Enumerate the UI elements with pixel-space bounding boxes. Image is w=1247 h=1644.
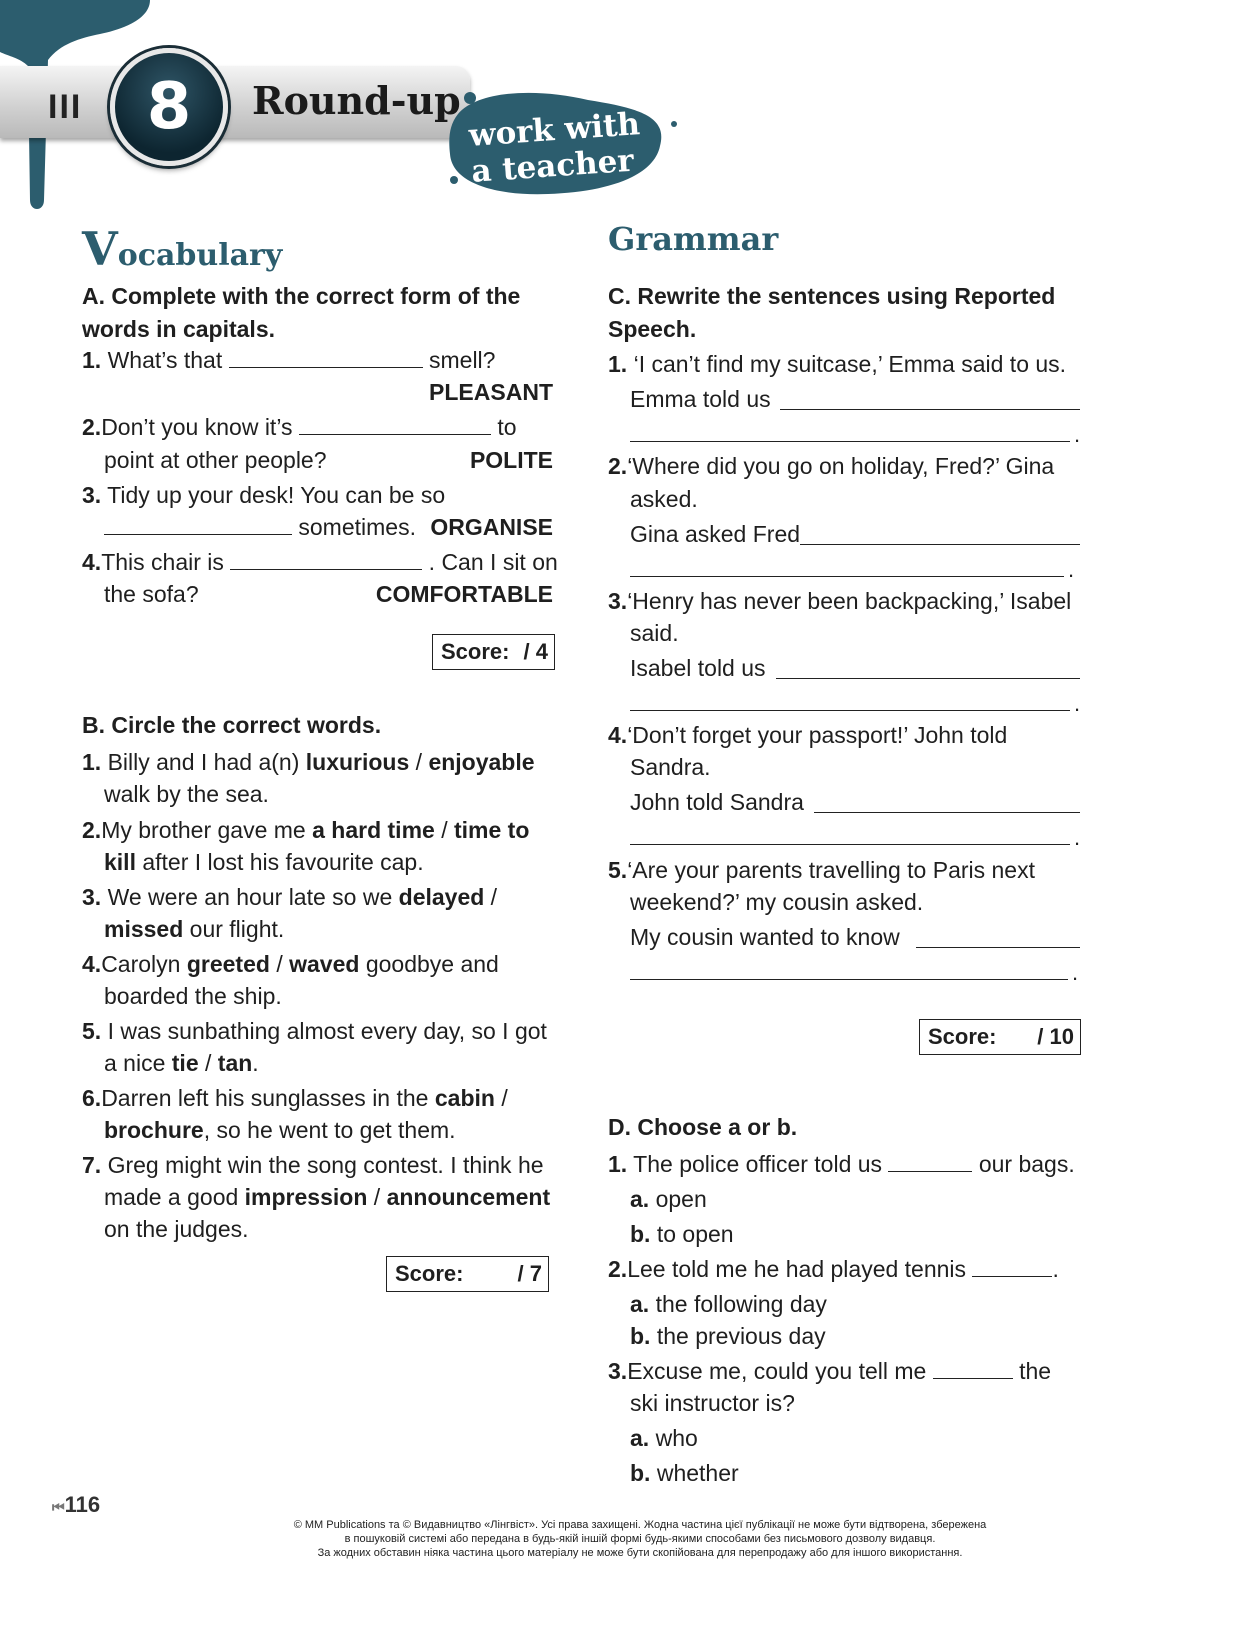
item-continuation: weekend?’ my cousin asked. bbox=[630, 889, 924, 915]
option-word[interactable]: luxurious bbox=[305, 749, 410, 775]
option-text: the previous day bbox=[656, 1323, 826, 1349]
bars-icon: III bbox=[48, 88, 83, 126]
rewrite-prompt: Isabel told us bbox=[630, 655, 766, 681]
exercise-b-item-5 bbox=[82, 1015, 547, 1048]
answer-line[interactable] bbox=[916, 947, 1080, 948]
option-label: a. bbox=[630, 1186, 650, 1212]
item-text: sometimes. bbox=[298, 514, 416, 540]
option-label: b. bbox=[630, 1221, 651, 1247]
capital-word: PLEASANT bbox=[429, 379, 553, 405]
item-continuation: asked. bbox=[630, 486, 698, 512]
item-continuation bbox=[104, 1114, 456, 1147]
item-number: 3. bbox=[608, 588, 628, 614]
item-number: 4. bbox=[608, 722, 628, 748]
item-continuation: point at other people? bbox=[104, 447, 327, 473]
item-number: 2. bbox=[608, 453, 628, 479]
score-value: / 10 bbox=[1037, 1024, 1074, 1049]
option-word[interactable]: time to bbox=[454, 817, 530, 843]
item-number: 2. bbox=[82, 414, 102, 440]
rewrite-prompt: Gina asked Fred bbox=[630, 521, 801, 547]
item-text: Billy and I had a(n) bbox=[107, 749, 306, 775]
item-text: This chair is bbox=[101, 549, 224, 575]
answer-blank[interactable] bbox=[230, 568, 422, 570]
option-word[interactable]: brochure bbox=[104, 1117, 204, 1143]
separator: / bbox=[494, 1085, 508, 1111]
option-word[interactable]: impression bbox=[244, 1184, 368, 1210]
exercise-d-item-2 bbox=[608, 1253, 1059, 1286]
item-continuation: said. bbox=[630, 620, 679, 646]
item-continuation: ski instructor is? bbox=[630, 1390, 795, 1416]
vocabulary-initial: V bbox=[82, 222, 118, 276]
option-word[interactable]: kill bbox=[104, 849, 136, 875]
item-text: Greg might win the song contest. I think he bbox=[107, 1152, 544, 1178]
answer-line[interactable] bbox=[630, 844, 1070, 845]
item-continuation: boarded the ship. bbox=[104, 983, 282, 1009]
item-text: our bags. bbox=[978, 1151, 1075, 1177]
full-stop: . bbox=[1074, 422, 1081, 447]
option-b[interactable] bbox=[630, 1457, 739, 1490]
score-box-a[interactable] bbox=[432, 634, 555, 670]
exercise-c-item-2 bbox=[608, 450, 1054, 483]
item-continuation bbox=[104, 1047, 259, 1080]
item-continuation: on the judges. bbox=[104, 1216, 249, 1242]
heading-line: A. Complete with the correct form of the bbox=[82, 283, 521, 309]
item-text: Darren left his sunglasses in the bbox=[101, 1085, 435, 1111]
item-number: 1. bbox=[608, 351, 628, 377]
item-text: . bbox=[1052, 1256, 1059, 1282]
answer-blank[interactable] bbox=[299, 433, 491, 435]
item-number: 1. bbox=[82, 347, 102, 373]
exercise-d-item-1 bbox=[608, 1148, 1075, 1181]
badge-line-2: a teacher bbox=[470, 142, 635, 190]
exercise-c-item-1 bbox=[608, 348, 1066, 381]
item-number: 6. bbox=[82, 1085, 102, 1111]
score-box-b[interactable] bbox=[386, 1256, 549, 1292]
exercise-b-item-7 bbox=[82, 1149, 544, 1182]
exercise-a-item-2 bbox=[82, 411, 517, 444]
full-stop: . bbox=[1074, 691, 1081, 716]
score-label: Score: bbox=[928, 1024, 997, 1049]
copyright-line: © MM Publications та © Видавництво «Лінгвіст». Усі права захищені. Жодна частина цієї публікації не може бути відтворена, збережена bbox=[293, 1519, 987, 1531]
score-box-c[interactable] bbox=[919, 1019, 1081, 1055]
option-text: open bbox=[655, 1186, 707, 1212]
item-continuation: Sandra. bbox=[630, 754, 711, 780]
item-continuation: the sofa? bbox=[104, 581, 199, 607]
option-text: to open bbox=[656, 1221, 734, 1247]
item-continuation bbox=[104, 511, 416, 544]
answer-blank[interactable] bbox=[229, 366, 423, 368]
option-text: who bbox=[655, 1425, 698, 1451]
answer-blank[interactable] bbox=[933, 1377, 1013, 1379]
score-value: / 7 bbox=[517, 1261, 542, 1286]
item-text: , so he went to get them. bbox=[203, 1117, 456, 1143]
exercise-a-item-3 bbox=[82, 479, 445, 512]
full-stop: . bbox=[1074, 825, 1081, 850]
exercise-b-item-2 bbox=[82, 814, 529, 847]
item-text: Lee told me he had played tennis bbox=[627, 1256, 967, 1282]
option-b[interactable] bbox=[630, 1320, 826, 1353]
item-number: 7. bbox=[82, 1152, 102, 1178]
item-text: . Can I sit on bbox=[428, 549, 558, 575]
item-text: Excuse me, could you tell me bbox=[627, 1358, 927, 1384]
option-word[interactable]: enjoyable bbox=[428, 749, 535, 775]
separator: / bbox=[367, 1184, 387, 1210]
item-text: Tidy up your desk! You can be so bbox=[107, 482, 446, 508]
answer-blank[interactable] bbox=[104, 533, 292, 535]
answer-line[interactable] bbox=[630, 576, 1064, 577]
teacher-badge-text bbox=[468, 106, 644, 190]
answer-line[interactable] bbox=[814, 812, 1080, 813]
option-label: b. bbox=[630, 1460, 651, 1486]
item-text: after I lost his favourite cap. bbox=[135, 849, 424, 875]
item-continuation: walk by the sea. bbox=[104, 781, 269, 807]
item-text: to bbox=[497, 414, 517, 440]
item-number: 4. bbox=[82, 951, 102, 977]
option-word[interactable]: waved bbox=[289, 951, 360, 977]
option-word[interactable]: tie bbox=[171, 1050, 199, 1076]
full-stop: . bbox=[1068, 557, 1075, 582]
separator: / bbox=[434, 817, 454, 843]
item-continuation bbox=[104, 1181, 550, 1214]
exercise-b-heading: B. Circle the correct words. bbox=[82, 712, 382, 738]
heading-line: C. Rewrite the sentences using Reported bbox=[608, 283, 1056, 309]
option-word[interactable]: tan bbox=[217, 1050, 253, 1076]
unit-number: 8 bbox=[110, 48, 228, 166]
item-number: 3. bbox=[608, 1358, 628, 1384]
separator: / bbox=[198, 1050, 218, 1076]
option-label: a. bbox=[630, 1425, 650, 1451]
answer-blank[interactable] bbox=[972, 1275, 1052, 1277]
option-word[interactable]: cabin bbox=[434, 1085, 495, 1111]
item-text: Don’t you know it’s bbox=[101, 414, 293, 440]
separator: / bbox=[484, 884, 498, 910]
item-continuation bbox=[104, 913, 284, 946]
exercise-d-heading: D. Choose a or b. bbox=[608, 1114, 798, 1140]
vocabulary-rest: ocabulary bbox=[117, 238, 283, 273]
item-text: Carolyn bbox=[101, 951, 187, 977]
exercise-c-item-4 bbox=[608, 719, 1007, 752]
exercise-c-item-5 bbox=[608, 854, 1035, 887]
copyright-line: в пошуковій системі або передана в будь-якій іншій формі будь-якими способами без письмового дозволу видавця. bbox=[344, 1533, 936, 1545]
option-label: b. bbox=[630, 1323, 651, 1349]
item-text: We were an hour late so we bbox=[107, 884, 399, 910]
exercise-b-item-3 bbox=[82, 881, 497, 914]
item-text: What’s that bbox=[107, 347, 223, 373]
item-text: smell? bbox=[429, 347, 496, 373]
badge-line-1: work with bbox=[467, 106, 642, 154]
exercise-b-item-1 bbox=[82, 746, 535, 779]
item-text: our flight. bbox=[183, 916, 285, 942]
item-number: 3. bbox=[82, 884, 102, 910]
option-word[interactable]: greeted bbox=[186, 951, 270, 977]
exercise-b-item-4 bbox=[82, 948, 499, 981]
page-number-text: 116 bbox=[64, 1492, 101, 1517]
exercise-c-heading bbox=[608, 280, 1055, 346]
option-text: whether bbox=[656, 1460, 739, 1486]
exercise-a-heading bbox=[82, 280, 520, 346]
option-text: the following day bbox=[655, 1291, 827, 1317]
page-number bbox=[52, 1492, 100, 1518]
separator: / bbox=[409, 749, 429, 775]
option-word[interactable]: missed bbox=[104, 916, 184, 942]
full-stop: . bbox=[1072, 960, 1079, 985]
rewrite-prompt: John told Sandra bbox=[630, 789, 804, 815]
copyright-line: За жодних обставин ніяка частина цього матеріалу не може бути скопійована для перепродажу або для іншого використання. bbox=[317, 1547, 963, 1559]
item-number: 2. bbox=[608, 1256, 628, 1282]
page-title: Round-up bbox=[252, 78, 461, 123]
answer-line[interactable] bbox=[630, 710, 1070, 711]
option-a[interactable] bbox=[630, 1183, 707, 1216]
vocabulary-title bbox=[82, 222, 282, 276]
option-a[interactable] bbox=[630, 1422, 698, 1455]
item-text: ‘Henry has never been backpacking,’ Isabel bbox=[627, 588, 1072, 614]
copyright-notice bbox=[160, 1518, 1120, 1560]
rewrite-prompt: Emma told us bbox=[630, 386, 771, 412]
score-label: Score: bbox=[395, 1261, 464, 1286]
item-number: 1. bbox=[608, 1151, 628, 1177]
score-label: Score: bbox=[441, 639, 510, 664]
item-text: ‘Where did you go on holiday, Fred?’ Gina bbox=[627, 453, 1055, 479]
rewrite-prompt: My cousin wanted to know bbox=[630, 924, 900, 950]
option-b[interactable] bbox=[630, 1218, 734, 1251]
answer-line[interactable] bbox=[630, 441, 1070, 442]
answer-line[interactable] bbox=[800, 544, 1080, 545]
item-text: ‘I can’t find my suitcase,’ Emma said to us. bbox=[633, 351, 1067, 377]
heading-line: Speech. bbox=[608, 316, 697, 342]
item-number: 5. bbox=[82, 1018, 102, 1044]
option-word[interactable]: announcement bbox=[386, 1184, 551, 1210]
item-continuation bbox=[104, 846, 424, 879]
exercise-d-item-3 bbox=[608, 1355, 1051, 1388]
exercise-a-item-1 bbox=[82, 344, 495, 377]
item-number: 2. bbox=[82, 817, 102, 843]
answer-line[interactable] bbox=[780, 409, 1080, 410]
item-text: ‘Are your parents travelling to Paris next bbox=[627, 857, 1035, 883]
answer-blank[interactable] bbox=[888, 1170, 972, 1172]
item-text: . bbox=[252, 1050, 259, 1076]
item-text: My brother gave me bbox=[101, 817, 313, 843]
item-text: goodbye and bbox=[359, 951, 499, 977]
item-text: The police officer told us bbox=[633, 1151, 883, 1177]
heading-line: words in capitals. bbox=[82, 316, 275, 342]
exercise-c-item-3 bbox=[608, 585, 1071, 618]
capital-word: COMFORTABLE bbox=[375, 581, 553, 607]
item-text: a nice bbox=[104, 1050, 172, 1076]
option-a[interactable] bbox=[630, 1288, 827, 1321]
exercise-a-item-4 bbox=[82, 546, 558, 579]
exercise-b-item-6 bbox=[82, 1082, 508, 1115]
option-word[interactable]: a hard time bbox=[312, 817, 435, 843]
capital-word: ORGANISE bbox=[430, 514, 553, 540]
item-text: ‘Don’t forget your passport!’ John told bbox=[627, 722, 1008, 748]
item-number: 3. bbox=[82, 482, 102, 508]
item-number: 4. bbox=[82, 549, 102, 575]
score-value: / 4 bbox=[523, 639, 548, 664]
capital-word: POLITE bbox=[469, 447, 553, 473]
separator: / bbox=[269, 951, 290, 977]
answer-line[interactable] bbox=[630, 979, 1068, 980]
item-text: I was sunbathing almost every day, so I got bbox=[107, 1018, 547, 1044]
item-number: 1. bbox=[82, 749, 102, 775]
item-text: the bbox=[1019, 1358, 1052, 1384]
item-text: made a good bbox=[104, 1184, 245, 1210]
answer-line[interactable] bbox=[776, 678, 1080, 679]
grammar-title: Grammar bbox=[608, 220, 779, 258]
rewind-icon: ⏮ bbox=[52, 1499, 65, 1515]
option-word[interactable]: delayed bbox=[398, 884, 485, 910]
option-label: a. bbox=[630, 1291, 650, 1317]
item-number: 5. bbox=[608, 857, 628, 883]
